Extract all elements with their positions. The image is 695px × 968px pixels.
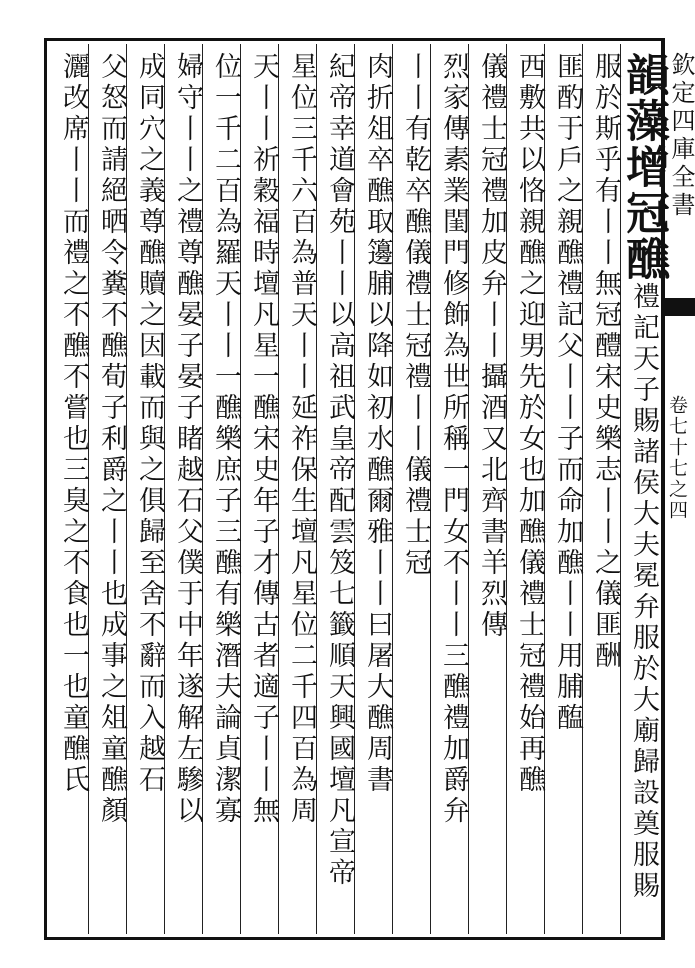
column-text: 服於斯乎有丨丨無冠醴宋史樂志丨丨之儀匪酬: [590, 52, 621, 672]
column-text: 匪酌于戶之親醮禮記父丨丨子而命加醮丨丨用脯醢: [552, 52, 583, 734]
book-title: 欽定四庫全書: [667, 52, 695, 220]
text-column: [618, 52, 669, 902]
text-column: [318, 52, 360, 889]
column-text: 成同穴之義尊醮贖之因載而與之俱歸至舍不辭而入越石: [134, 52, 165, 796]
volume-label: 卷七十七之四: [666, 395, 688, 521]
column-text: 紀帝幸道會苑丨丨以高祖武皇帝配雲笈七籤順天興國壇凡宣帝: [324, 52, 355, 889]
column-text: 肉折俎卒醮取籩脯以降如初水醮爾雅丨丨曰屠大醮周書: [362, 52, 393, 796]
text-column: [356, 52, 398, 796]
text-column: [470, 52, 512, 641]
text-column: [394, 52, 436, 579]
text-column: [204, 52, 246, 827]
text-column: [280, 52, 322, 827]
text-column: [508, 52, 550, 796]
column-text: 烈家傳素業閨門修飾為世所稱一門女不丨丨三醮禮加爵弁: [438, 52, 469, 827]
column-text: 婦守丨丨之禮尊醮晏子晏子睹越石父僕于中年遂解左驂以: [172, 52, 203, 827]
column-text: 天丨丨祈穀福時壇凡星一醮宋史年子才傳古者適子丨丨無: [248, 52, 279, 827]
fishtail-ornament: [664, 298, 695, 316]
column-text: 西敷共以恪親醮之迎男先於女也加醮儀禮士冠禮始再醮: [514, 52, 545, 796]
text-column: [128, 52, 170, 796]
column-heading: 韻藻增冠醮: [618, 52, 669, 282]
column-text: 星位三千六百為普天丨丨延祚保生壇凡星位二千四百為周: [286, 52, 317, 827]
text-column: [584, 52, 626, 672]
text-column: [432, 52, 474, 827]
column-text: 灑改席丨丨而禮之不醮不嘗也三臭之不食也一也童醮氏: [58, 52, 89, 796]
text-column: [52, 52, 94, 796]
column-text: 位一千二百為羅天丨丨一醮樂庶子三醮有樂潛夫論貞潔寡: [210, 52, 241, 827]
text-column: [90, 52, 132, 827]
text-column: [546, 52, 588, 734]
column-text: 父怒而請絕晒令糞不醮荀子利爵之丨丨也成事之俎童醮顏: [96, 52, 127, 827]
column-text: 禮記天子賜諸侯大夫冕弁服於大廟歸設奠服賜: [628, 282, 659, 902]
column-text: 儀禮士冠禮加皮弁丨丨攝酒又北齊書羊烈傳: [476, 52, 507, 641]
text-column: [242, 52, 284, 827]
column-text: 丨丨有乾卒醮儀禮士冠禮丨丨儀禮士冠: [400, 52, 431, 579]
text-column: [166, 52, 208, 827]
